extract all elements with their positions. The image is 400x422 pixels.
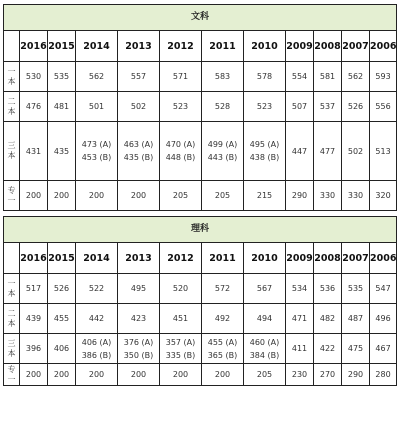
year-header-row xyxy=(4,243,397,274)
score-value: 290 xyxy=(291,191,308,200)
score-cell xyxy=(370,62,397,92)
score-cell xyxy=(370,274,397,304)
score-value: 535 xyxy=(347,284,364,293)
score-value: 435 xyxy=(53,146,70,156)
year-header: 2008 xyxy=(314,243,342,274)
score-value: 230 xyxy=(291,370,308,379)
section-title: 理科 xyxy=(4,217,397,243)
score-value: 200 xyxy=(25,191,42,200)
score-value: 562 xyxy=(88,72,105,81)
score-value: 467 xyxy=(375,344,391,353)
score-value: 422 xyxy=(319,344,336,353)
year-header: 2010 xyxy=(244,31,286,62)
score-value: 386 (B) xyxy=(81,350,112,360)
score-value: 496 xyxy=(375,314,391,323)
tier-label xyxy=(4,274,20,304)
year-header: 2016 xyxy=(20,243,48,274)
score-cell xyxy=(244,181,286,211)
score-cell xyxy=(20,364,48,386)
score-cell xyxy=(370,304,397,334)
tier-char: 专 xyxy=(7,185,16,195)
table-row xyxy=(4,274,397,304)
score-value: 528 xyxy=(214,102,231,111)
score-cell xyxy=(370,334,397,364)
score-value: 523 xyxy=(256,102,273,111)
tier-char: 三 xyxy=(7,338,16,348)
tier-label xyxy=(4,334,20,364)
score-cell xyxy=(202,92,244,122)
score-cell xyxy=(370,364,397,386)
year-header: 2012 xyxy=(160,243,202,274)
score-cell xyxy=(160,181,202,211)
score-value: 376 (A) xyxy=(123,337,154,347)
score-cell xyxy=(160,92,202,122)
score-value: 435 (B) xyxy=(123,153,154,162)
section-title: 文科 xyxy=(4,5,397,31)
score-cell xyxy=(76,304,118,334)
score-value: 205 xyxy=(256,370,273,379)
score-cell xyxy=(342,62,370,92)
score-value: 482 xyxy=(319,314,336,323)
score-cell xyxy=(48,92,76,122)
score-value: 423 xyxy=(130,314,147,323)
score-value: 477 xyxy=(319,146,336,156)
year-header: 2010 xyxy=(244,243,286,274)
score-value: 447 xyxy=(291,146,308,156)
score-value: 200 xyxy=(130,370,147,379)
score-value: 567 xyxy=(256,284,273,293)
score-cell xyxy=(244,122,286,181)
score-cell xyxy=(286,62,314,92)
score-value: 557 xyxy=(130,72,147,81)
score-cell xyxy=(342,274,370,304)
score-cell xyxy=(76,122,118,181)
score-value: 526 xyxy=(347,102,364,111)
score-value: 451 xyxy=(172,314,189,323)
score-cell xyxy=(20,122,48,181)
table-row xyxy=(4,122,397,181)
score-value: 535 xyxy=(53,72,70,81)
tier-char: 本 xyxy=(7,318,16,328)
score-cell xyxy=(76,274,118,304)
score-cell xyxy=(160,62,202,92)
score-value: 455 (A) xyxy=(207,337,238,347)
score-value: 476 xyxy=(25,102,42,111)
score-value: 365 (B) xyxy=(207,350,238,360)
score-value: 411 xyxy=(291,344,308,353)
score-value: 320 xyxy=(375,191,391,200)
score-cell xyxy=(76,334,118,364)
score-cell xyxy=(76,364,118,386)
score-value: 593 xyxy=(375,72,391,81)
corner-cell xyxy=(4,243,20,274)
score-value: 330 xyxy=(319,191,336,200)
score-value: 473 (A) xyxy=(81,140,112,149)
year-header: 2016 xyxy=(20,31,48,62)
score-value: 494 xyxy=(256,314,273,323)
score-cell xyxy=(286,304,314,334)
score-value: 526 xyxy=(53,284,70,293)
score-value: 495 (A) xyxy=(249,140,280,149)
score-cell xyxy=(342,334,370,364)
score-cell xyxy=(202,364,244,386)
score-value: 536 xyxy=(319,284,336,293)
score-cell xyxy=(118,274,160,304)
year-header: 2012 xyxy=(160,31,202,62)
table-body xyxy=(4,5,397,386)
tier-label xyxy=(4,364,20,386)
score-value: 554 xyxy=(291,72,308,81)
year-header: 2006 xyxy=(370,31,397,62)
score-value: 460 (A) xyxy=(249,337,280,347)
score-value: 470 (A) xyxy=(165,140,196,149)
score-cell xyxy=(20,304,48,334)
year-header: 2009 xyxy=(286,31,314,62)
score-cell xyxy=(244,364,286,386)
score-value: 335 (B) xyxy=(165,350,196,360)
table-row xyxy=(4,364,397,386)
score-cell xyxy=(244,92,286,122)
score-cell xyxy=(160,334,202,364)
score-value: 205 xyxy=(172,191,189,200)
score-cell xyxy=(48,364,76,386)
score-cell xyxy=(48,181,76,211)
score-value: 200 xyxy=(53,370,70,379)
score-value: 350 (B) xyxy=(123,350,154,360)
score-cell xyxy=(160,122,202,181)
year-header: 2011 xyxy=(202,31,244,62)
year-header: 2013 xyxy=(118,243,160,274)
tier-char: 本 xyxy=(7,106,16,116)
score-value: 481 xyxy=(53,102,70,111)
year-header: 2013 xyxy=(118,31,160,62)
score-cell xyxy=(118,334,160,364)
score-value: 513 xyxy=(375,146,391,156)
table-row xyxy=(4,92,397,122)
score-cell xyxy=(370,92,397,122)
table-row xyxy=(4,62,397,92)
score-cell xyxy=(286,334,314,364)
score-cell xyxy=(314,181,342,211)
score-value: 357 (A) xyxy=(165,337,196,347)
score-cell xyxy=(48,122,76,181)
tier-label xyxy=(4,181,20,211)
score-cell xyxy=(160,364,202,386)
score-value: 562 xyxy=(347,72,364,81)
score-value: 438 (B) xyxy=(249,153,280,162)
score-cell xyxy=(202,62,244,92)
tier-char: 本 xyxy=(7,76,16,86)
score-cell xyxy=(370,122,397,181)
score-value: 200 xyxy=(88,191,105,200)
table-row xyxy=(4,181,397,211)
score-cell xyxy=(314,364,342,386)
score-value: 200 xyxy=(53,191,70,200)
score-value: 205 xyxy=(214,191,231,200)
score-cell xyxy=(342,92,370,122)
score-cell xyxy=(48,274,76,304)
score-value: 475 xyxy=(347,344,364,353)
score-value: 455 xyxy=(53,314,70,323)
score-table xyxy=(3,4,397,386)
score-value: 406 (A) xyxy=(81,337,112,347)
score-cell xyxy=(202,274,244,304)
score-cell xyxy=(76,92,118,122)
year-header: 2014 xyxy=(76,243,118,274)
score-cell xyxy=(286,364,314,386)
year-header: 2015 xyxy=(48,243,76,274)
score-value: 502 xyxy=(347,146,364,156)
score-value: 396 xyxy=(25,344,42,353)
score-value: 463 (A) xyxy=(123,140,154,149)
year-header: 2008 xyxy=(314,31,342,62)
score-value: 406 xyxy=(53,344,70,353)
score-value: 520 xyxy=(172,284,189,293)
tier-char: 一 xyxy=(7,374,16,384)
score-value: 547 xyxy=(375,284,391,293)
score-cell xyxy=(286,122,314,181)
section-title-row xyxy=(4,5,397,31)
score-cell xyxy=(118,122,160,181)
year-header: 2015 xyxy=(48,31,76,62)
score-value: 507 xyxy=(291,102,308,111)
score-cell xyxy=(202,304,244,334)
score-cell xyxy=(244,274,286,304)
score-value: 431 xyxy=(25,146,42,156)
score-value: 581 xyxy=(319,72,336,81)
score-cell xyxy=(48,334,76,364)
tier-char: 一 xyxy=(7,278,16,288)
score-value: 290 xyxy=(347,370,364,379)
score-value: 583 xyxy=(214,72,231,81)
score-cell xyxy=(202,122,244,181)
tier-char: 一 xyxy=(7,195,16,205)
score-cell xyxy=(118,364,160,386)
score-cell xyxy=(160,304,202,334)
score-value: 200 xyxy=(172,370,189,379)
score-cell xyxy=(118,181,160,211)
tier-char: 二 xyxy=(7,308,16,318)
tier-char: 本 xyxy=(7,348,16,358)
score-cell xyxy=(244,62,286,92)
score-value: 534 xyxy=(291,284,308,293)
score-value: 442 xyxy=(88,314,105,323)
score-value: 501 xyxy=(88,102,105,111)
corner-cell xyxy=(4,31,20,62)
score-value: 492 xyxy=(214,314,231,323)
score-value: 200 xyxy=(88,370,105,379)
score-value: 200 xyxy=(130,191,147,200)
score-cell xyxy=(202,334,244,364)
tier-label xyxy=(4,92,20,122)
score-cell xyxy=(48,304,76,334)
score-cell xyxy=(20,334,48,364)
tier-char: 三 xyxy=(7,141,16,150)
table-row xyxy=(4,334,397,364)
score-value: 471 xyxy=(291,314,308,323)
table-row xyxy=(4,304,397,334)
score-cell xyxy=(342,181,370,211)
year-header: 2007 xyxy=(342,31,370,62)
score-value: 495 xyxy=(130,284,147,293)
tier-char: 本 xyxy=(7,151,16,160)
score-cell xyxy=(20,62,48,92)
score-cell xyxy=(202,181,244,211)
score-value: 517 xyxy=(25,284,42,293)
score-value: 280 xyxy=(375,370,391,379)
year-header: 2006 xyxy=(370,243,397,274)
score-value: 384 (B) xyxy=(249,350,280,360)
score-cell xyxy=(314,334,342,364)
score-value: 523 xyxy=(172,102,189,111)
score-cell xyxy=(314,122,342,181)
year-header: 2007 xyxy=(342,243,370,274)
score-cell xyxy=(20,92,48,122)
score-tables xyxy=(3,4,396,386)
tier-char: 一 xyxy=(7,66,16,76)
score-cell xyxy=(118,92,160,122)
score-value: 530 xyxy=(25,72,42,81)
section-title-row xyxy=(4,217,397,243)
score-cell xyxy=(314,62,342,92)
score-cell xyxy=(286,181,314,211)
year-header-row xyxy=(4,31,397,62)
tier-char: 本 xyxy=(7,288,16,298)
score-value: 200 xyxy=(25,370,42,379)
score-value: 499 (A) xyxy=(207,140,238,149)
score-cell xyxy=(118,62,160,92)
score-cell xyxy=(342,122,370,181)
year-header: 2009 xyxy=(286,243,314,274)
score-value: 522 xyxy=(88,284,105,293)
score-value: 556 xyxy=(375,102,391,111)
score-value: 537 xyxy=(319,102,336,111)
score-cell xyxy=(370,181,397,211)
score-value: 572 xyxy=(214,284,231,293)
score-value: 330 xyxy=(347,191,364,200)
score-cell xyxy=(314,274,342,304)
score-value: 448 (B) xyxy=(165,153,196,162)
score-cell xyxy=(342,304,370,334)
tier-label xyxy=(4,122,20,181)
score-cell xyxy=(244,334,286,364)
score-value: 443 (B) xyxy=(207,153,238,162)
score-cell xyxy=(342,364,370,386)
score-cell xyxy=(76,181,118,211)
tier-label xyxy=(4,62,20,92)
score-cell xyxy=(48,62,76,92)
tier-char: 二 xyxy=(7,96,16,106)
score-value: 270 xyxy=(319,370,336,379)
score-cell xyxy=(286,274,314,304)
score-value: 578 xyxy=(256,72,273,81)
score-value: 571 xyxy=(172,72,189,81)
score-cell xyxy=(286,92,314,122)
score-cell xyxy=(160,274,202,304)
score-cell xyxy=(20,181,48,211)
year-header: 2014 xyxy=(76,31,118,62)
score-cell xyxy=(314,304,342,334)
tier-label xyxy=(4,304,20,334)
score-value: 487 xyxy=(347,314,364,323)
score-value: 502 xyxy=(130,102,147,111)
score-cell xyxy=(314,92,342,122)
tier-char: 专 xyxy=(7,364,16,374)
score-value: 200 xyxy=(214,370,231,379)
score-value: 439 xyxy=(25,314,42,323)
score-cell xyxy=(76,62,118,92)
year-header: 2011 xyxy=(202,243,244,274)
score-cell xyxy=(20,274,48,304)
score-cell xyxy=(244,304,286,334)
score-value: 215 xyxy=(256,191,273,200)
score-cell xyxy=(118,304,160,334)
score-value: 453 (B) xyxy=(81,153,112,162)
